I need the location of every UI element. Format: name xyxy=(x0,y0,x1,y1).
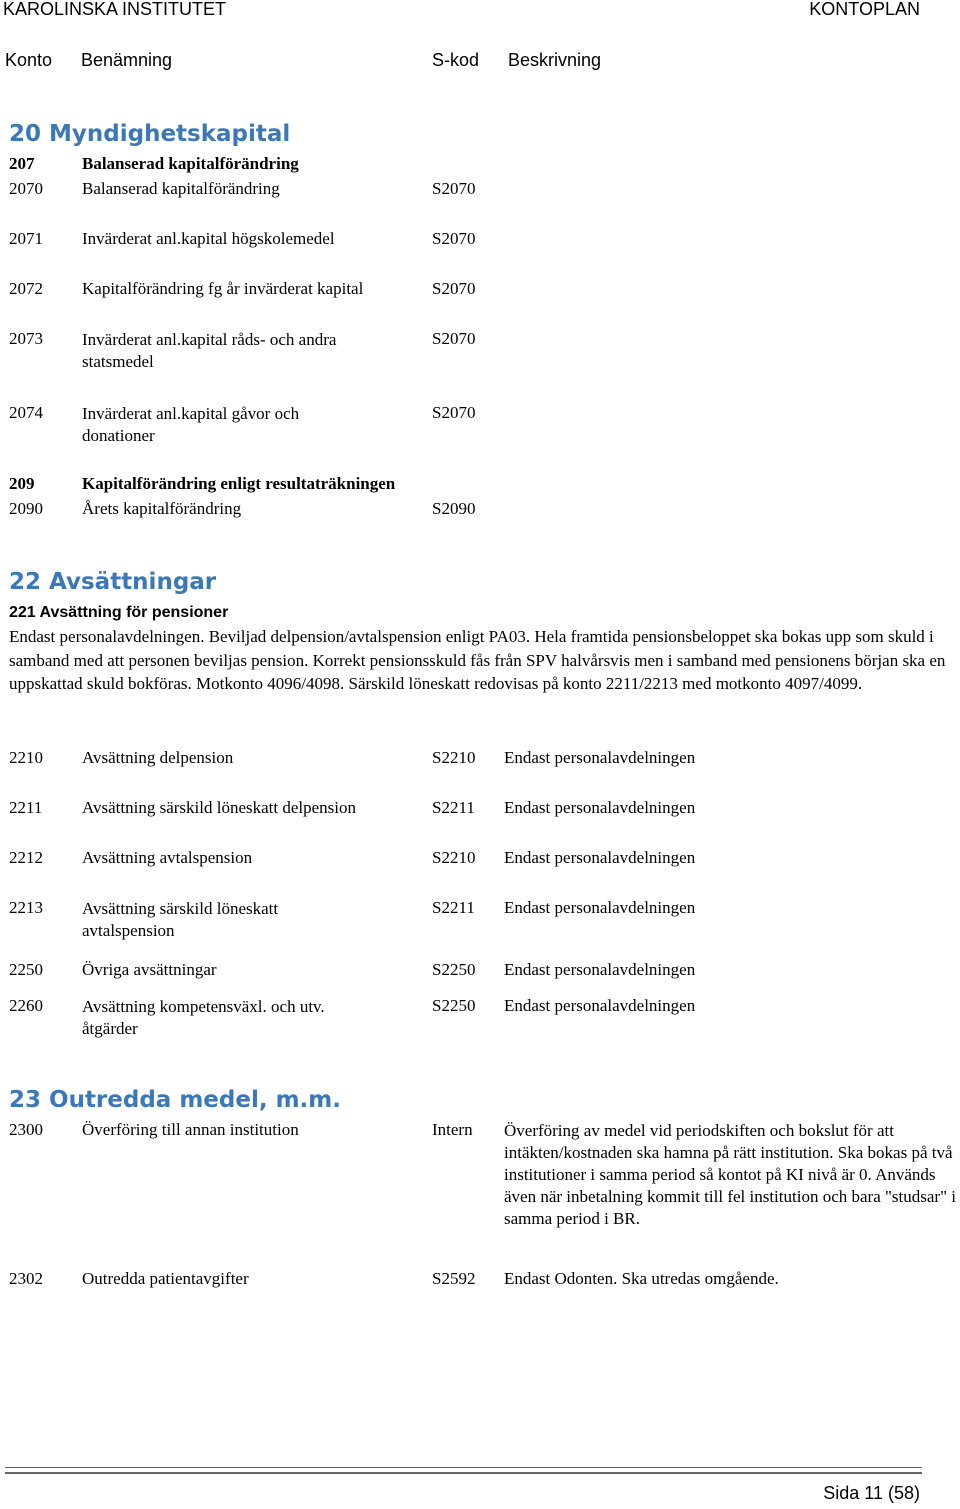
account-skod: S2211 xyxy=(432,898,475,917)
account-name: Outredda patientavgifter xyxy=(82,1269,249,1288)
account-code: 2090 xyxy=(9,499,43,518)
header-institution: KAROLINSKA INSTITUTET xyxy=(3,0,227,19)
account-code: 2070 xyxy=(9,179,43,198)
account-skod: S2090 xyxy=(432,499,476,518)
account-code: 2213 xyxy=(9,898,43,917)
account-description: Endast personalavdelningen xyxy=(504,996,696,1015)
account-skod: S2592 xyxy=(432,1269,476,1288)
account-name: Avsättning delpension xyxy=(82,748,234,767)
account-description: Endast personalavdelningen xyxy=(504,848,696,867)
account-description: Endast Odonten. Ska utredas omgående. xyxy=(504,1269,779,1288)
group-code-207: 207 xyxy=(9,154,35,173)
column-header-konto: Konto xyxy=(5,50,53,70)
account-skod: S2070 xyxy=(432,229,476,248)
column-header-beskrivning: Beskrivning xyxy=(508,50,602,70)
account-code: 2302 xyxy=(9,1269,43,1288)
section-title-22: 22 Avsättningar xyxy=(9,569,217,595)
account-name: Överföring till annan institution xyxy=(82,1120,299,1139)
account-code: 2071 xyxy=(9,229,43,248)
account-name: Invärderat anl.kapital råds- och andra statsmedel xyxy=(82,330,337,371)
account-name: Avsättning avtalspension xyxy=(82,848,253,867)
section-title-23: 23 Outredda medel, m.m. xyxy=(9,1087,341,1113)
account-code: 2211 xyxy=(9,798,43,817)
footer-rule xyxy=(5,1467,922,1468)
account-description: Endast personalavdelningen xyxy=(504,798,696,817)
group-code-209: 209 xyxy=(9,474,35,493)
column-header-benamning: Benämning xyxy=(81,50,173,70)
account-code: 2074 xyxy=(9,403,43,422)
account-code: 2300 xyxy=(9,1120,43,1139)
account-name: Årets kapitalförändring xyxy=(82,499,242,518)
account-code: 2260 xyxy=(9,996,43,1015)
account-skod: Intern xyxy=(432,1120,473,1139)
account-code: 2250 xyxy=(9,960,43,979)
account-code: 2072 xyxy=(9,279,43,298)
account-name: Kapitalförändring fg år invärderat kapital xyxy=(82,279,364,298)
account-skod: S2250 xyxy=(432,996,476,1015)
account-name: Övriga avsättningar xyxy=(82,960,217,979)
header-doc-title: KONTOPLAN xyxy=(809,0,920,19)
account-skod: S2070 xyxy=(432,329,476,348)
section-title-20: 20 Myndighetskapital xyxy=(9,121,291,147)
column-header-skod: S-kod xyxy=(432,50,480,70)
account-skod: S2210 xyxy=(432,748,476,767)
section-description: Endast personalavdelningen. Beviljad delpension/avtalspension enligt PA03. Hela framtida pensionsbeloppet ska bokas upp som skuld i samband med att personen beviljas pension. Korrekt pensionsskuld fås från SPV halvårsvis men i samband med pensionens början ska en uppskattad skuld bokföras. Motkonto 4096/4098. Särskild löneskatt redovisas på konto 2211/2213 med motkonto 4097/4099. xyxy=(9,627,946,693)
account-skod: S2070 xyxy=(432,279,476,298)
account-code: 2073 xyxy=(9,329,43,348)
account-description: Endast personalavdelningen xyxy=(504,748,696,767)
account-skod: S2070 xyxy=(432,403,476,422)
group-name-209: Kapitalförändring enligt resultaträkningen xyxy=(82,474,396,493)
page-number: Sida 11 (58) xyxy=(823,1483,920,1503)
subsection-title-221: 221 Avsättning för pensioner xyxy=(9,604,229,621)
account-description: Överföring av medel vid periodskiften och bokslut för att intäkten/kostnaden ska hamna på rätt institution. Ska bokas på två institutioner i samma period så kontot på KI nivå är 0. Används även när inbetalning kommit till fel institution och bara "studsar" i samma period i BR. xyxy=(504,1121,957,1228)
account-name: Invärderat anl.kapital gåvor och donationer xyxy=(82,404,300,445)
account-name: Balanserad kapitalförändring xyxy=(82,179,280,198)
account-name: Avsättning kompetensväxl. och utv. åtgärder xyxy=(82,997,325,1038)
account-name: Avsättning särskild löneskatt delpension xyxy=(82,798,357,817)
account-description: Endast personalavdelningen xyxy=(504,960,696,979)
account-code: 2212 xyxy=(9,848,43,867)
account-name: Avsättning särskild löneskatt avtalspension xyxy=(82,899,279,940)
footer-rule xyxy=(5,1472,922,1474)
account-name: Invärderat anl.kapital högskolemedel xyxy=(82,229,335,248)
account-code: 2210 xyxy=(9,748,43,767)
account-skod: S2070 xyxy=(432,179,476,198)
account-skod: S2250 xyxy=(432,960,476,979)
account-description: Endast personalavdelningen xyxy=(504,898,696,917)
group-name-207: Balanserad kapitalförändring xyxy=(82,154,299,173)
account-skod: S2211 xyxy=(432,798,475,817)
account-skod: S2210 xyxy=(432,848,476,867)
